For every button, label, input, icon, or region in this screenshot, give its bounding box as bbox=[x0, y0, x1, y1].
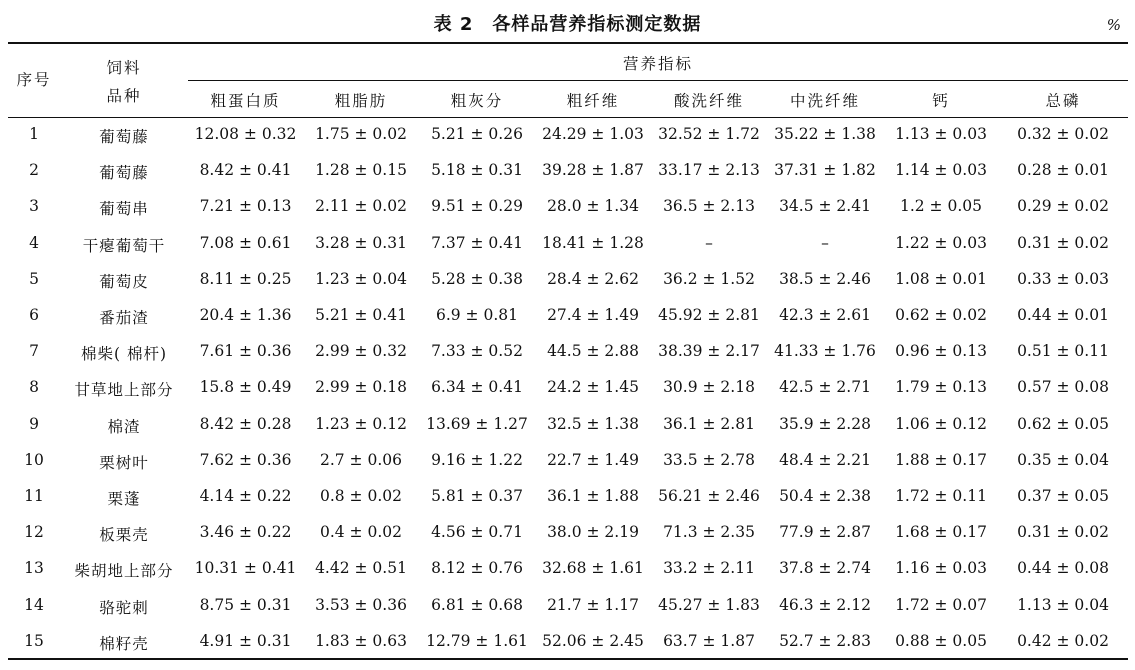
row-value-cell: 36.5 ± 2.13 bbox=[663, 197, 755, 216]
row-value-cell: – bbox=[705, 233, 713, 252]
table-row bbox=[0, 339, 1135, 375]
row-index: 10 bbox=[24, 450, 44, 469]
title-row bbox=[0, 8, 1135, 38]
row-value-cell: 5.81 ± 0.37 bbox=[431, 487, 523, 505]
row-feed-name: 葡萄藤 bbox=[99, 164, 149, 183]
row-value-cell: 52.7 ± 2.83 bbox=[779, 631, 871, 650]
table-row bbox=[0, 303, 1135, 339]
header-bottom-rule bbox=[8, 117, 1128, 118]
row-value-cell: 41.33 ± 1.76 bbox=[774, 342, 876, 361]
header-feed-line2: 品种 bbox=[106, 87, 142, 105]
row-value-cell: 1.2 ± 0.05 bbox=[899, 197, 982, 216]
row-value-cell: 77.9 ± 2.87 bbox=[779, 523, 871, 542]
row-value-cell: 0.42 ± 0.02 bbox=[1017, 631, 1109, 650]
row-value-cell: 1.28 ± 0.15 bbox=[315, 161, 407, 180]
row-index: 9 bbox=[29, 414, 39, 433]
row-value-cell: 18.41 ± 1.28 bbox=[542, 233, 644, 252]
row-value-cell: – bbox=[821, 233, 829, 252]
table-row bbox=[0, 520, 1135, 556]
row-index: 4 bbox=[29, 233, 39, 252]
table-row bbox=[0, 194, 1135, 230]
row-index: 1 bbox=[29, 125, 39, 143]
row-value-cell: 8.42 ± 0.28 bbox=[199, 414, 292, 433]
row-value-cell: 9.16 ± 1.22 bbox=[431, 450, 523, 469]
table-row bbox=[0, 375, 1135, 411]
row-value-cell: 4.91 ± 0.31 bbox=[199, 631, 292, 650]
row-value-cell: 32.5 ± 1.38 bbox=[547, 414, 639, 433]
row-value-cell: 8.12 ± 0.76 bbox=[431, 559, 523, 578]
row-index: 11 bbox=[24, 487, 44, 505]
header-group: 营养指标 bbox=[622, 55, 693, 73]
header-col-calcium: 钙 bbox=[932, 92, 950, 110]
row-value-cell: 7.61 ± 0.36 bbox=[199, 342, 292, 361]
row-value-cell: 33.2 ± 2.11 bbox=[663, 559, 755, 578]
row-value-cell: 13.69 ± 1.27 bbox=[426, 414, 528, 433]
row-value-cell: 3.46 ± 0.22 bbox=[199, 523, 292, 542]
row-value-cell: 71.3 ± 2.35 bbox=[663, 523, 755, 542]
row-value-cell: 8.75 ± 0.31 bbox=[199, 595, 292, 614]
row-value-cell: 37.31 ± 1.82 bbox=[774, 161, 876, 180]
row-index: 13 bbox=[24, 559, 44, 578]
row-value-cell: 0.28 ± 0.01 bbox=[1017, 161, 1109, 180]
row-index: 15 bbox=[24, 631, 44, 650]
row-value-cell: 5.18 ± 0.31 bbox=[431, 161, 523, 180]
row-value-cell: 35.9 ± 2.28 bbox=[779, 414, 871, 433]
table-row bbox=[0, 448, 1135, 484]
row-value-cell: 0.44 ± 0.01 bbox=[1017, 306, 1109, 324]
row-value-cell: 15.8 ± 0.49 bbox=[199, 378, 292, 397]
row-feed-name: 柴胡地上部分 bbox=[74, 562, 174, 581]
row-value-cell: 28.4 ± 2.62 bbox=[547, 269, 639, 288]
row-index: 8 bbox=[29, 378, 39, 397]
row-value-cell: 4.14 ± 0.22 bbox=[199, 487, 292, 505]
table-title: 表 2 各样品营养指标测定数据 bbox=[433, 14, 702, 35]
row-value-cell: 46.3 ± 2.12 bbox=[779, 595, 871, 614]
row-value-cell: 22.7 ± 1.49 bbox=[547, 450, 639, 469]
header-col-adf: 酸洗纤维 bbox=[673, 92, 744, 110]
row-value-cell: 44.5 ± 2.88 bbox=[547, 342, 639, 361]
row-value-cell: 1.08 ± 0.01 bbox=[895, 269, 987, 288]
row-value-cell: 20.4 ± 1.36 bbox=[199, 306, 292, 324]
row-value-cell: 42.5 ± 2.71 bbox=[779, 378, 871, 397]
row-value-cell: 39.28 ± 1.87 bbox=[542, 161, 644, 180]
row-value-cell: 0.31 ± 0.02 bbox=[1017, 233, 1109, 252]
table-row bbox=[0, 556, 1135, 592]
row-value-cell: 32.52 ± 1.72 bbox=[658, 125, 760, 143]
header-col-crude-protein: 粗蛋白质 bbox=[210, 92, 281, 110]
bottom-rule bbox=[8, 658, 1128, 660]
row-value-cell: 0.51 ± 0.11 bbox=[1017, 342, 1109, 361]
row-value-cell: 1.68 ± 0.17 bbox=[895, 523, 987, 542]
row-value-cell: 38.5 ± 2.46 bbox=[779, 269, 871, 288]
row-value-cell: 0.4 ± 0.02 bbox=[319, 523, 402, 542]
row-value-cell: 1.72 ± 0.11 bbox=[895, 487, 987, 505]
row-value-cell: 0.29 ± 0.02 bbox=[1017, 197, 1109, 216]
row-value-cell: 0.96 ± 0.13 bbox=[895, 342, 987, 361]
row-value-cell: 45.92 ± 2.81 bbox=[658, 306, 760, 324]
row-value-cell: 38.0 ± 2.19 bbox=[547, 523, 639, 542]
row-value-cell: 0.37 ± 0.05 bbox=[1017, 487, 1109, 505]
row-value-cell: 36.1 ± 2.81 bbox=[663, 414, 755, 433]
row-value-cell: 0.8 ± 0.02 bbox=[319, 487, 402, 505]
row-value-cell: 56.21 ± 2.46 bbox=[658, 487, 760, 505]
header-col-crude-fiber: 粗纤维 bbox=[566, 92, 620, 110]
row-value-cell: 7.37 ± 0.41 bbox=[431, 233, 523, 252]
row-value-cell: 4.56 ± 0.71 bbox=[431, 523, 523, 542]
row-value-cell: 5.21 ± 0.26 bbox=[431, 125, 523, 143]
row-feed-name: 板栗壳 bbox=[99, 526, 149, 545]
header-index: 序号 bbox=[16, 71, 52, 89]
row-value-cell: 7.33 ± 0.52 bbox=[431, 342, 523, 361]
header-col-crude-fat: 粗脂肪 bbox=[334, 92, 388, 110]
row-value-cell: 0.62 ± 0.05 bbox=[1017, 414, 1109, 433]
row-value-cell: 0.35 ± 0.04 bbox=[1017, 450, 1109, 469]
row-feed-name: 棉柴( 棉杆) bbox=[80, 345, 168, 364]
row-value-cell: 27.4 ± 1.49 bbox=[547, 306, 639, 324]
row-value-cell: 1.23 ± 0.12 bbox=[315, 414, 407, 433]
table-row bbox=[0, 484, 1135, 520]
header-col-total-phosphorus: 总磷 bbox=[1045, 92, 1081, 110]
row-value-cell: 0.88 ± 0.05 bbox=[895, 631, 987, 650]
row-value-cell: 45.27 ± 1.83 bbox=[658, 595, 760, 614]
row-value-cell: 1.13 ± 0.03 bbox=[895, 125, 987, 143]
row-value-cell: 50.4 ± 2.38 bbox=[779, 487, 871, 505]
row-index: 5 bbox=[29, 269, 39, 288]
row-feed-name: 骆驼刺 bbox=[99, 598, 149, 617]
row-value-cell: 28.0 ± 1.34 bbox=[547, 197, 639, 216]
row-value-cell: 37.8 ± 2.74 bbox=[779, 559, 871, 578]
row-value-cell: 30.9 ± 2.18 bbox=[663, 378, 755, 397]
row-value-cell: 1.72 ± 0.07 bbox=[895, 595, 987, 614]
header-sub-rule bbox=[188, 80, 1128, 81]
row-value-cell: 5.21 ± 0.41 bbox=[315, 306, 407, 324]
row-value-cell: 24.2 ± 1.45 bbox=[547, 378, 639, 397]
row-index: 6 bbox=[29, 306, 39, 324]
row-value-cell: 33.5 ± 2.78 bbox=[663, 450, 755, 469]
row-value-cell: 33.17 ± 2.13 bbox=[658, 161, 760, 180]
row-value-cell: 5.28 ± 0.38 bbox=[431, 269, 523, 288]
table-row bbox=[0, 593, 1135, 629]
row-value-cell: 2.11 ± 0.02 bbox=[315, 197, 407, 216]
row-value-cell: 9.51 ± 0.29 bbox=[431, 197, 523, 216]
row-value-cell: 0.62 ± 0.02 bbox=[895, 306, 987, 324]
row-value-cell: 12.79 ± 1.61 bbox=[426, 631, 528, 650]
row-value-cell: 7.21 ± 0.13 bbox=[199, 197, 292, 216]
row-value-cell: 1.14 ± 0.03 bbox=[895, 161, 987, 180]
row-feed-name: 干瘪葡萄干 bbox=[82, 236, 166, 255]
row-value-cell: 1.88 ± 0.17 bbox=[895, 450, 987, 469]
row-index: 3 bbox=[29, 197, 39, 216]
row-feed-name: 番茄渣 bbox=[99, 309, 149, 327]
row-value-cell: 3.28 ± 0.31 bbox=[315, 233, 407, 252]
row-value-cell: 48.4 ± 2.21 bbox=[779, 450, 871, 469]
row-value-cell: 8.42 ± 0.41 bbox=[199, 161, 292, 180]
header-col-ndf: 中洗纤维 bbox=[789, 92, 860, 110]
row-index: 12 bbox=[24, 523, 44, 542]
row-value-cell: 3.53 ± 0.36 bbox=[315, 595, 407, 614]
row-value-cell: 1.23 ± 0.04 bbox=[315, 269, 407, 288]
row-value-cell: 1.06 ± 0.12 bbox=[895, 414, 987, 433]
row-value-cell: 0.31 ± 0.02 bbox=[1017, 523, 1109, 542]
row-feed-name: 葡萄皮 bbox=[99, 272, 149, 291]
row-value-cell: 7.08 ± 0.61 bbox=[199, 233, 292, 252]
row-feed-name: 栗树叶 bbox=[99, 453, 149, 472]
row-value-cell: 2.99 ± 0.32 bbox=[315, 342, 407, 361]
row-feed-name: 棉籽壳 bbox=[99, 634, 149, 653]
row-value-cell: 2.99 ± 0.18 bbox=[315, 378, 407, 397]
row-feed-name: 栗蓬 bbox=[107, 490, 141, 508]
header-feed-line1: 饲料 bbox=[106, 59, 142, 77]
row-value-cell: 34.5 ± 2.41 bbox=[779, 197, 871, 216]
row-value-cell: 63.7 ± 1.87 bbox=[663, 631, 755, 650]
row-feed-name: 葡萄藤 bbox=[99, 128, 149, 146]
row-value-cell: 6.34 ± 0.41 bbox=[431, 378, 523, 397]
row-feed-name: 棉渣 bbox=[107, 417, 141, 436]
row-value-cell: 0.57 ± 0.08 bbox=[1017, 378, 1109, 397]
row-value-cell: 0.33 ± 0.03 bbox=[1017, 269, 1109, 288]
row-value-cell: 0.44 ± 0.08 bbox=[1017, 559, 1109, 578]
header-col-crude-ash: 粗灰分 bbox=[450, 92, 504, 110]
row-value-cell: 1.13 ± 0.04 bbox=[1017, 595, 1109, 614]
row-value-cell: 4.42 ± 0.51 bbox=[315, 559, 407, 578]
row-value-cell: 0.32 ± 0.02 bbox=[1017, 125, 1109, 143]
row-value-cell: 6.81 ± 0.68 bbox=[431, 595, 523, 614]
table-row bbox=[0, 267, 1135, 303]
row-value-cell: 1.75 ± 0.02 bbox=[315, 125, 407, 143]
row-value-cell: 10.31 ± 0.41 bbox=[194, 559, 297, 578]
row-value-cell: 1.22 ± 0.03 bbox=[895, 233, 987, 252]
row-index: 7 bbox=[29, 342, 39, 361]
row-value-cell: 52.06 ± 2.45 bbox=[542, 631, 644, 650]
row-value-cell: 36.2 ± 1.52 bbox=[663, 269, 755, 288]
row-value-cell: 1.16 ± 0.03 bbox=[895, 559, 987, 578]
unit-label: % bbox=[1106, 16, 1121, 34]
row-value-cell: 38.39 ± 2.17 bbox=[658, 342, 760, 361]
row-value-cell: 21.7 ± 1.17 bbox=[547, 595, 639, 614]
row-feed-name: 葡萄串 bbox=[99, 200, 149, 219]
top-rule bbox=[8, 42, 1128, 44]
row-feed-name: 甘草地上部分 bbox=[74, 381, 174, 400]
table-row bbox=[0, 122, 1135, 158]
row-value-cell: 35.22 ± 1.38 bbox=[774, 125, 876, 143]
row-value-cell: 32.68 ± 1.61 bbox=[542, 559, 644, 578]
table-row bbox=[0, 412, 1135, 448]
row-value-cell: 8.11 ± 0.25 bbox=[199, 269, 292, 288]
row-value-cell: 36.1 ± 1.88 bbox=[547, 487, 639, 505]
table-row bbox=[0, 158, 1135, 194]
row-value-cell: 2.7 ± 0.06 bbox=[319, 450, 402, 469]
row-value-cell: 7.62 ± 0.36 bbox=[199, 450, 292, 469]
row-index: 14 bbox=[24, 595, 44, 614]
row-value-cell: 42.3 ± 2.61 bbox=[779, 306, 871, 324]
row-value-cell: 1.79 ± 0.13 bbox=[895, 378, 987, 397]
table-row bbox=[0, 231, 1135, 267]
row-value-cell: 6.9 ± 0.81 bbox=[435, 306, 518, 324]
row-value-cell: 12.08 ± 0.32 bbox=[194, 125, 297, 143]
row-value-cell: 1.83 ± 0.63 bbox=[315, 631, 407, 650]
row-value-cell: 24.29 ± 1.03 bbox=[542, 125, 644, 143]
row-index: 2 bbox=[29, 161, 39, 180]
